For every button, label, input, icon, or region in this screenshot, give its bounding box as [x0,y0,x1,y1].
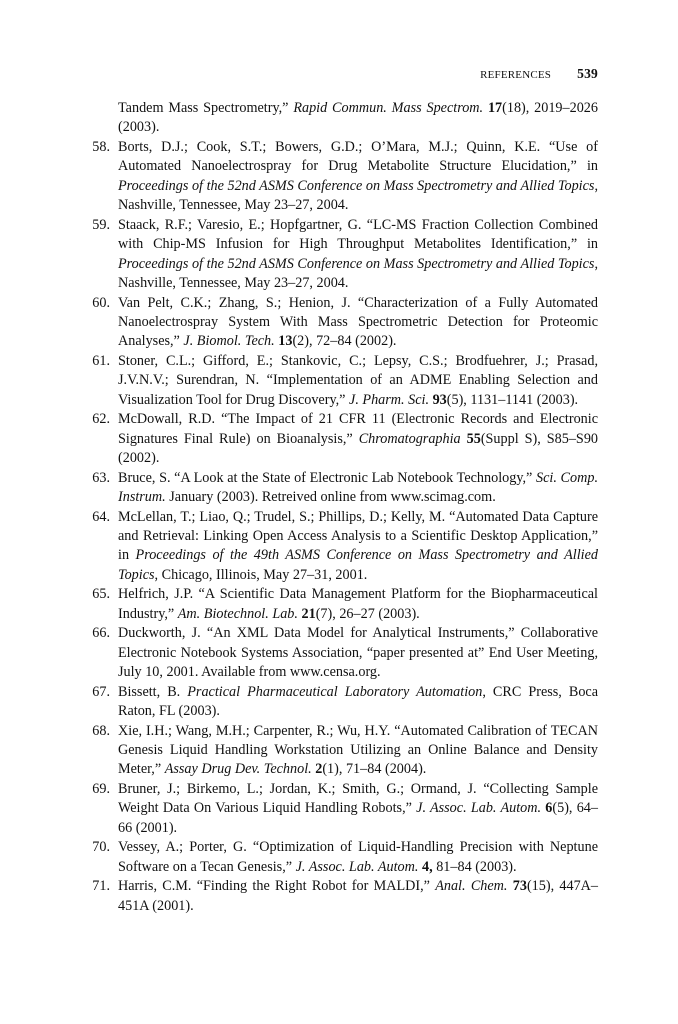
reference-text [118,410,598,468]
reference-segment: (5), 1131–1141 (2003). [446,391,579,408]
reference-entry [78,877,598,916]
reference-segment: Harris, C.M. “Finding the Right Robot for MALDI,” [118,878,436,895]
reference-segment: (2), 72–84 (2002). [292,333,397,350]
reference-text [118,585,598,624]
reference-source: J. Biomol. Tech. [183,333,275,350]
reference-entry [78,352,598,410]
reference-text [118,683,598,722]
reference-segment: Bruner, J.; Birkemo, L.; Jordan, K.; Smith, G.; Ormand, J. “Collecting Sample Weight Data On Various Liquid Handling Robots,” [118,780,598,817]
reference-source: Assay Drug Dev. Technol. [164,761,312,778]
reference-source: Rapid Commun. Mass Spectrom. [293,100,484,116]
reference-segment: (5), 64–66 (2001). [118,800,598,836]
reference-text [118,780,598,838]
reference-source: J. Pharm. Sci. [349,391,430,408]
reference-number: 70. [92,839,110,856]
reference-volume: 4, [422,858,433,875]
reference-entry [78,585,598,624]
reference-number: 64. [92,508,110,525]
reference-segment: (7), 26–27 (2003). [315,605,420,622]
reference-segment: Helfrich, J.P. “A Scientific Data Management Platform for the Biopharmaceutical Industry,” [118,586,598,622]
reference-source: Chromatographia [358,430,461,447]
reference-text [118,99,598,138]
reference-segment: , Nashville, Tennessee, May 23–27, 2004. [118,255,598,292]
reference-text [118,877,598,916]
reference-number: 61. [92,352,110,369]
reference-volume: 73 [512,878,527,895]
reference-segment: (18), 2019–2026 (2003). [118,100,598,136]
reference-source: Am. Biotechnol. Lab. [177,605,298,622]
reference-text [118,294,598,352]
reference-segment: , CRC Press, Boca Raton, FL (2003). [118,683,599,720]
reference-segment: , Chicago, Illinois, May 27–31, 2001. [154,566,368,583]
reference-entry [78,838,598,877]
reference-text [118,722,598,780]
reference-source: Practical Pharmaceutical Laboratory Automation [187,683,483,700]
running-head-title: REFERENCES [480,69,552,81]
reference-list [78,99,598,916]
reference-segment: Borts, D.J.; Cook, S.T.; Bowers, G.D.; O’Mara, M.J.; Quinn, K.E. “Use of Automated Nanoelectrospray for Drug Metabolite Structure Elucidation,” in [118,138,598,175]
reference-entry [78,469,598,508]
reference-entry [78,508,598,586]
reference-segment: Bissett, B. [118,683,188,700]
reference-segment: McDowall, R.D. “The Impact of 21 CFR 11 (Electronic Records and Electronic Signatures Final Rule) on Bioanalysis,” [118,411,598,447]
reference-number: 65. [92,586,110,603]
reference-entry [78,780,598,838]
reference-source: Sci. Comp. Instrum. [118,469,598,506]
reference-entry [78,216,598,294]
reference-text [118,138,598,216]
reference-segment: Staack, R.F.; Varesio, E.; Hopfgartner, G. “LC-MS Fraction Collection Combined with Chip-MS Infusion for High Throughput Metabolites Identification,” in [118,216,598,253]
reference-number: 62. [92,411,110,428]
reference-source: J. Assoc. Lab. Autom. [416,800,542,817]
reference-segment: 81–84 (2003). [432,858,517,875]
reference-source: Proceedings of the 49th ASMS Conference on Mass Spectrometry and Allied Topics [118,547,598,583]
reference-entry [78,138,598,216]
reference-text [118,838,598,877]
page-number: 539 [577,66,598,81]
reference-source: Anal. Chem. [435,878,508,895]
reference-segment: , Nashville, Tennessee, May 23–27, 2004. [118,177,598,214]
reference-segment: (1), 71–84 (2004). [322,761,427,778]
reference-number: 71. [92,878,110,895]
reference-volume: 2 [315,761,323,778]
reference-source: Proceedings of the 52nd ASMS Conference on Mass Spectrometry and Allied Topics [118,255,595,272]
reference-volume: 55 [466,430,481,447]
reference-segment: Xie, I.H.; Wang, M.H.; Carpenter, R.; Wu, H.Y. “Automated Calibration of TECAN Genesis Liquid Handling Workstation Utilizing an Online Balance and Density Meter,” [118,722,598,778]
reference-number: 69. [92,780,110,797]
reference-segment: Tandem Mass Spectrometry,” [118,100,294,116]
reference-segment: Vessey, A.; Porter, G. “Optimization of Liquid-Handling Precision with Neptune Software on a Tecan Genesis,” [118,839,598,875]
running-head [0,66,598,83]
reference-segment: Duckworth, J. “An XML Data Model for Analytical Instruments,” Collaborative Electronic Notebook Systems Association, “paper presented at” End User Meeting, July 10, 2001. Available from www.censa.org. [118,625,598,681]
reference-number: 58. [92,138,110,155]
reference-number: 67. [92,683,110,700]
reference-segment: McLellan, T.; Liao, Q.; Trudel, S.; Phillips, D.; Kelly, M. “Automated Data Capture and Retrieval: Linking Open Access Analysis to a Scientific Desktop Application,” in [118,508,598,564]
reference-entry [78,99,598,138]
reference-text [118,624,598,682]
reference-segment: (Suppl S), S85–S90 (2002). [118,430,599,467]
reference-segment: Van Pelt, C.K.; Zhang, S.; Henion, J. “Characterization of a Fully Automated Nanoelectrospray System With Mass Spectrometric Detection for Proteomic Analyses,” [118,294,598,350]
reference-segment: January (2003). Retreived online from www.scimag.com. [165,489,496,506]
reference-entry [78,294,598,352]
reference-entry [78,624,598,682]
reference-volume: 13 [278,333,293,350]
reference-volume: 21 [301,605,316,622]
reference-source: Proceedings of the 52nd ASMS Conference on Mass Spectrometry and Allied Topics [118,177,595,194]
reference-number: 66. [92,625,110,642]
reference-entry [78,683,598,722]
reference-volume: 17 [487,100,503,116]
reference-number: 63. [92,469,110,486]
reference-text [118,352,598,410]
reference-number: 68. [92,722,110,739]
reference-segment: Bruce, S. “A Look at the State of Electronic Lab Notebook Technology,” [118,469,537,486]
reference-volume: 93 [432,391,447,408]
reference-text [118,216,598,294]
reference-volume: 6 [545,800,553,817]
reference-text [118,508,598,586]
reference-text [118,469,598,508]
reference-source: J. Assoc. Lab. Autom. [295,858,419,875]
reference-entry [78,410,598,468]
reference-segment: Stoner, C.L.; Gifford, E.; Stankovic, C.; Lepsy, C.S.; Brodfuehrer, J.; Prasad, J.V.N.V.; Surendran, N. “Implementation of an ADME Enabling Selection and Visualization Tool for Drug Discovery,” [118,352,598,408]
reference-entry [78,722,598,780]
reference-number: 59. [92,216,110,233]
reference-number: 60. [92,294,110,311]
reference-segment: (15), 447A–451A (2001). [118,878,599,914]
